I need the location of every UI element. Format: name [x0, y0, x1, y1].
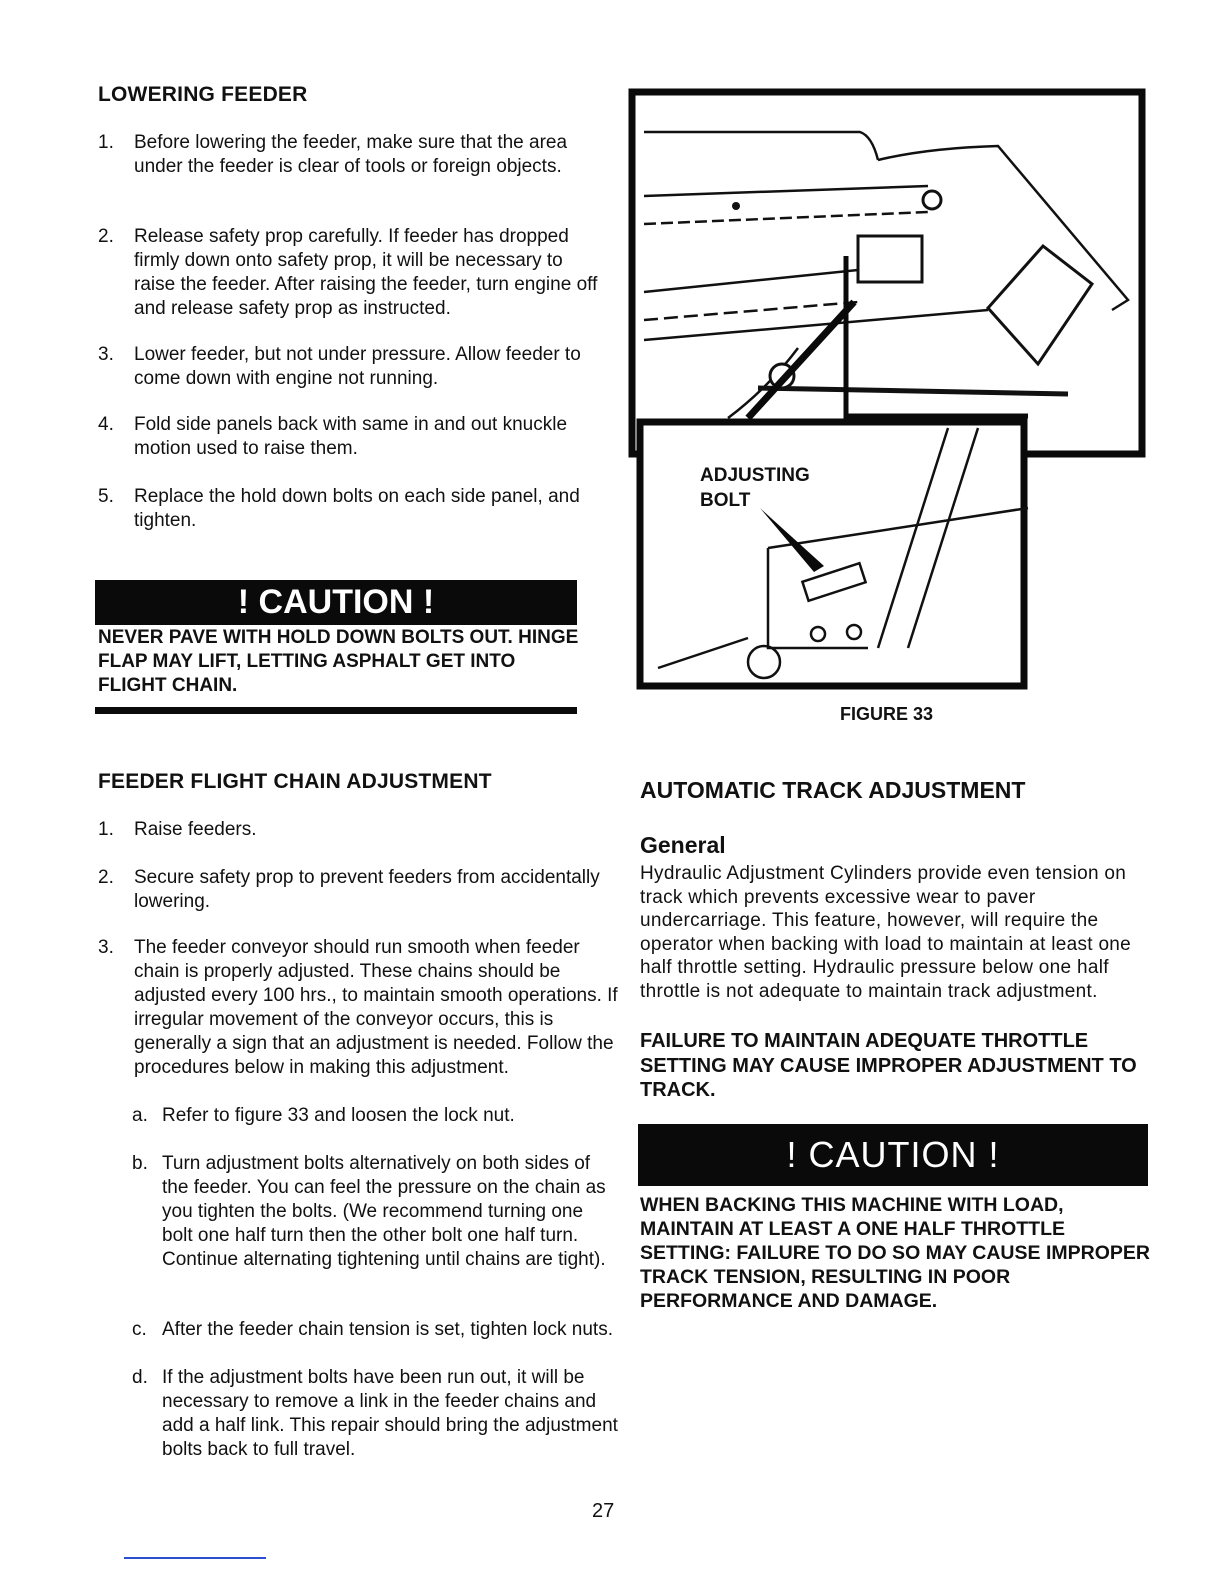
step-number: 3.	[98, 344, 114, 365]
list-item	[98, 343, 598, 413]
list-item	[132, 1366, 618, 1462]
step-text: Lower feeder, but not under pressure. Allow feeder to come down with engine not running.	[134, 344, 581, 389]
substep-letter: b.	[132, 1153, 148, 1174]
caution-banner: ! CAUTION !	[638, 1124, 1148, 1186]
substep-text: Refer to figure 33 and loosen the lock nut.	[162, 1105, 515, 1126]
track-body: Hydraulic Adjustment Cylinders provide even tension on track which prevents excessive wear to paver undercarriage. This feature, however, will require the operator when backing with load to maintain at least one half throttle setting. Hydraulic pressure below one half throttle is not adequate to maintain track adjustment.	[640, 863, 1132, 1002]
list-item	[98, 866, 618, 936]
list-item	[98, 485, 598, 533]
list-item	[98, 131, 598, 225]
step-text: Before lowering the feeder, make sure that the area under the feeder is clear of tools or foreign objects.	[134, 132, 568, 177]
list-item	[98, 225, 598, 343]
callout-label-line1: ADJUSTING	[700, 465, 810, 486]
step-number: 2.	[98, 867, 114, 888]
caution-text: NEVER PAVE WITH HOLD DOWN BOLTS OUT. HINGE FLAP MAY LIFT, LETTING ASPHALT GET INTO FLIGHT CHAIN.	[98, 627, 579, 696]
caution-banner: ! CAUTION !	[95, 580, 577, 625]
flight-chain-heading: FEEDER FLIGHT CHAIN ADJUSTMENT	[98, 770, 492, 793]
step-text: Replace the hold down bolts on each side panel, and tighten.	[134, 486, 580, 531]
step-text: Release safety prop carefully. If feeder has dropped firmly down onto safety prop, it will be necessary to raise the feeder. After raising the feeder, turn engine off and release safety prop as instructed.	[134, 226, 598, 319]
list-item	[98, 818, 618, 866]
substep-letter: d.	[132, 1367, 148, 1388]
substep-text: Turn adjustment bolts alternatively on both sides of the feeder. You can feel the pressure on the chain as you tighten the bolts. (We recommend turning one bolt one half turn then the other bolt one half turn. Continue alternating tightening until chains are tight).	[162, 1153, 606, 1270]
hinge-pin	[923, 191, 941, 209]
substep-text: After the feeder chain tension is set, tighten lock nuts.	[162, 1319, 613, 1340]
step-text: The feeder conveyor should run smooth when feeder chain is properly adjusted. These chains should be adjusted every 100 hrs., to maintain smooth operations. If irregular movement of the conveyor occurs, this is generally a sign that an adjustment is needed. Follow the procedures below in making this adjustment.	[134, 937, 618, 1078]
list-item	[132, 1318, 618, 1366]
track-subheading: General	[640, 832, 726, 858]
step-text: Raise feeders.	[134, 819, 257, 840]
scan-artifact-line	[124, 1557, 266, 1559]
lowering-steps-list	[98, 131, 598, 533]
step-number: 5.	[98, 486, 114, 507]
caution-rule	[95, 707, 577, 714]
step-text: Fold side panels back with same in and out knuckle motion used to raise them.	[134, 414, 568, 459]
callout-label-line2: BOLT	[700, 490, 751, 511]
substep-letter: c.	[132, 1319, 147, 1340]
step-text: Secure safety prop to prevent feeders from accidentally lowering.	[134, 867, 600, 912]
track-heading: AUTOMATIC TRACK ADJUSTMENT	[640, 777, 1026, 803]
step-number: 1.	[98, 819, 114, 840]
list-item	[132, 1104, 618, 1152]
flight-chain-substeps-list	[132, 1104, 618, 1462]
figure-caption: FIGURE 33	[840, 704, 934, 724]
step-number: 2.	[98, 226, 114, 247]
substep-text: If the adjustment bolts have been run out, it will be necessary to remove a link in the feeder chains and add a half link. This repair should bring the adjustment bolts back to full travel.	[162, 1367, 618, 1460]
caution-text: WHEN BACKING THIS MACHINE WITH LOAD, MAINTAIN AT LEAST A ONE HALF THROTTLE SETTING: FAILURE TO DO SO MAY CAUSE IMPROPER TRACK TENSION, RESULTING IN POOR PERFORMANCE AND DAMAGE.	[640, 1194, 1150, 1312]
hinge-block	[858, 236, 922, 282]
page-number: 27	[592, 1500, 615, 1522]
list-item	[98, 413, 598, 485]
step-number: 1.	[98, 132, 114, 153]
step-number: 3.	[98, 937, 114, 958]
figure-33-illustration	[628, 88, 1148, 694]
bolt-dot	[732, 202, 740, 210]
step-number: 4.	[98, 414, 114, 435]
list-item	[98, 936, 618, 1102]
flight-chain-steps-list	[98, 818, 618, 1102]
track-warning: FAILURE TO MAINTAIN ADEQUATE THROTTLE SETTING MAY CAUSE IMPROPER ADJUSTMENT TO TRACK.	[640, 1030, 1137, 1101]
lowering-feeder-heading: LOWERING FEEDER	[98, 83, 308, 106]
list-item	[132, 1152, 618, 1318]
substep-letter: a.	[132, 1105, 148, 1126]
